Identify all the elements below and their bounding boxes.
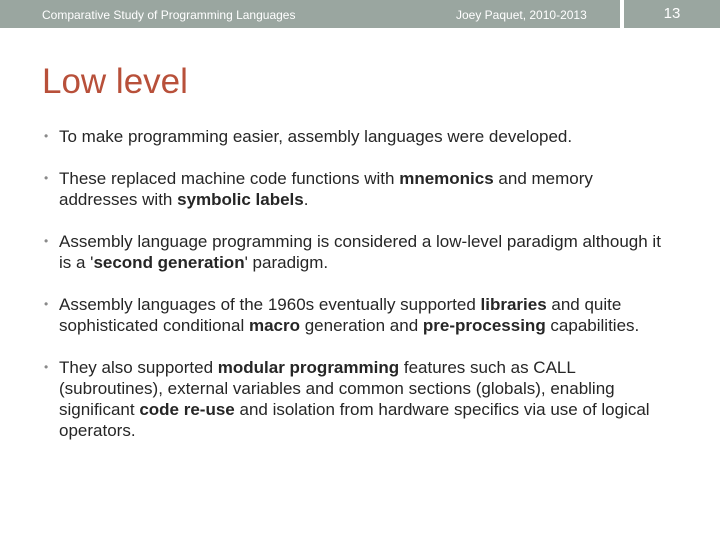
course-title: Comparative Study of Programming Languages: [42, 8, 296, 22]
slide-title: Low level: [42, 62, 188, 101]
bullet-emphasis: second generation: [93, 253, 245, 272]
bullet-item: [44, 231, 674, 273]
bullet-marker: •: [44, 360, 49, 374]
bullet-text: Assembly languages of the 1960s eventually supported: [59, 295, 481, 314]
bullet-text: and memory addresses with: [59, 169, 593, 209]
bullet-emphasis: pre-processing: [422, 316, 546, 335]
bullet-text: and isolation from hardware specifics via use of logical operators.: [59, 400, 650, 440]
bullet-item: [44, 294, 674, 336]
bullet-emphasis: modular programming: [217, 358, 400, 377]
bullet-text: .: [303, 190, 309, 209]
bullet-emphasis: mnemonics: [399, 169, 494, 188]
bullet-text: capabilities.: [545, 316, 640, 335]
bullet-marker: •: [44, 234, 49, 248]
bullet-emphasis: libraries: [480, 295, 547, 314]
bullet-item: [44, 357, 674, 441]
bullet-text: To make programming easier, assembly languages were developed.: [59, 127, 573, 146]
bullet-item: [44, 168, 674, 210]
bullet-item: [44, 126, 674, 147]
bullet-text: and quite sophisticated conditional: [59, 295, 622, 335]
header-bar: [0, 0, 620, 28]
author-credit: Joey Paquet, 2010-2013: [456, 8, 587, 22]
bullet-emphasis: symbolic labels: [177, 190, 304, 209]
page-number: 13: [663, 5, 681, 22]
page-number-box: [624, 0, 720, 28]
bullet-emphasis: code re-use: [139, 400, 235, 419]
bullet-text: They also supported: [59, 358, 218, 377]
bullet-marker: •: [44, 129, 49, 143]
bullet-emphasis: macro: [248, 316, 300, 335]
bullet-text: generation and: [300, 316, 423, 335]
bullet-marker: •: [44, 171, 49, 185]
bullet-list: [44, 126, 674, 462]
bullet-text: ' paradigm.: [244, 253, 329, 272]
bullet-marker: •: [44, 297, 49, 311]
bullet-text: features such as CALL (subroutines), external variables and common sections (globals), enabling significant: [59, 358, 615, 419]
bullet-text: These replaced machine code functions with: [59, 169, 400, 188]
bullet-text: Assembly language programming is considered a low-level paradigm although it is a ': [59, 232, 661, 272]
